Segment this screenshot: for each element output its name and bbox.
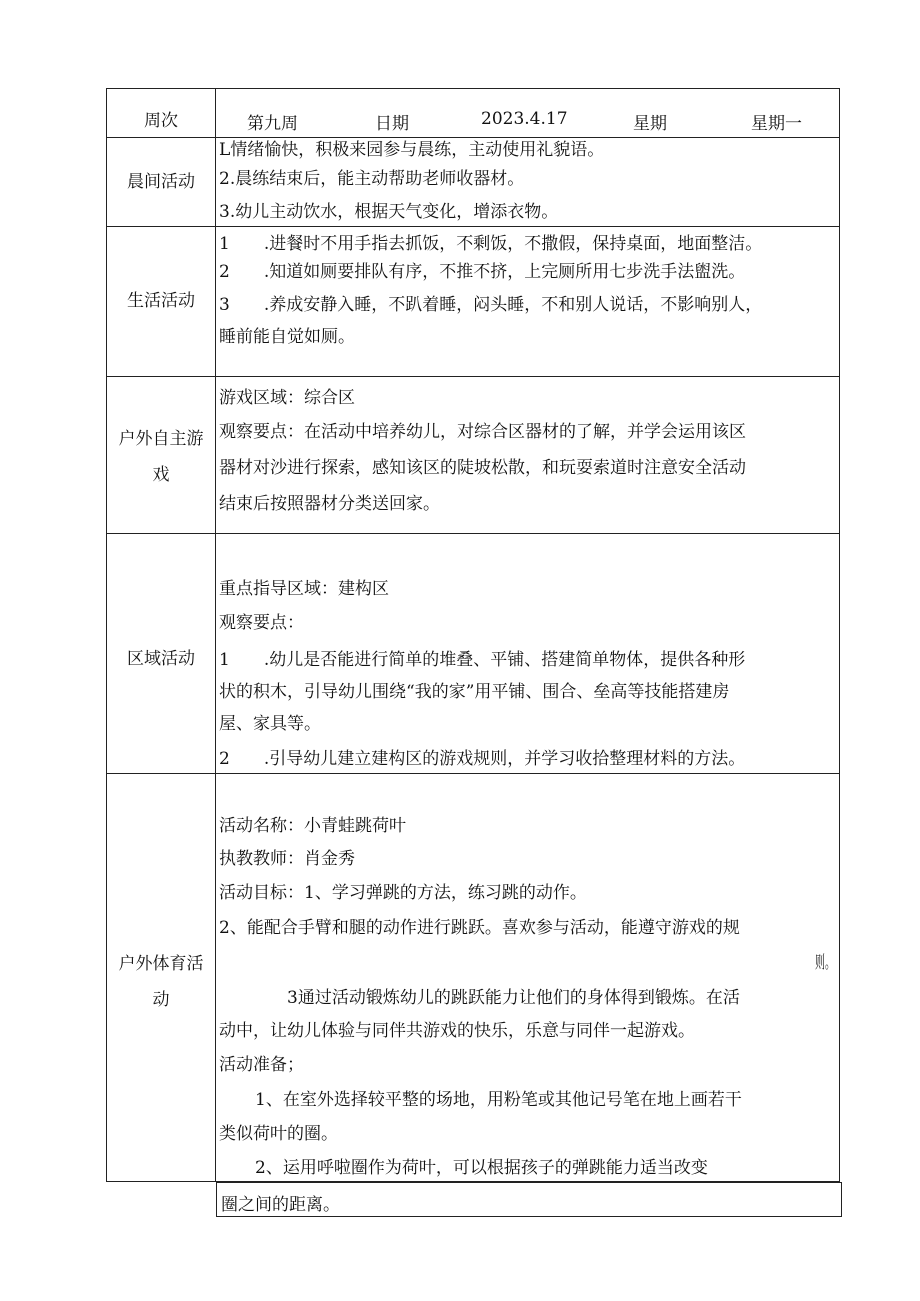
row-divider xyxy=(107,137,839,138)
date-label: 日期 xyxy=(375,114,409,134)
outdoor-free-line: 观察要点：在活动中培养幼儿，对综合区器材的了解，并学会运用该区 xyxy=(219,422,746,442)
row-divider xyxy=(107,533,839,534)
week-label: 周次 xyxy=(144,111,178,131)
outdoor-free-line: 器材对沙进行探索，感知该区的陡坡松散，和玩耍索道时注意安全活动 xyxy=(219,458,746,478)
area-line: 屋、家具等。 xyxy=(219,714,321,734)
area-line: 1 .幼儿是否能进行简单的堆叠、平铺、搭建简单物体，提供各种形 xyxy=(219,650,746,670)
life-line: 1 .进餐时不用手指去抓饭，不剩饭，不撒假，保持桌面，地面整洁。 xyxy=(219,234,763,254)
outdoor-free-line: 游戏区域：综合区 xyxy=(219,388,355,408)
row-divider xyxy=(107,773,839,774)
morning-line: 2.晨练结束后，能主动帮助老师收器材。 xyxy=(219,169,525,189)
date-value: 2023.4.17 xyxy=(481,109,568,129)
overflow-row xyxy=(216,1182,842,1217)
pe-line: 活动准备； xyxy=(219,1055,304,1075)
area-line: 状的积木，引导幼儿围绕“我的家”用平铺、围合、垒高等技能搭建房 xyxy=(219,682,730,702)
morning-line: L情绪愉快，积极来园参与晨练，主动使用礼貌语。 xyxy=(219,140,605,160)
morning-line: 3.幼儿主动饮水，根据天气变化，增添衣物。 xyxy=(219,202,559,222)
life-label: 生活活动 xyxy=(127,291,195,311)
weekday-value: 星期一 xyxy=(751,114,802,134)
area-label: 区域活动 xyxy=(127,649,195,669)
pe-label: 动 xyxy=(152,990,170,1010)
row-divider xyxy=(107,376,839,377)
outdoor-free-line: 结束后按照器材分类送回家。 xyxy=(219,494,440,514)
pe-line: 3通过活动锻炼幼儿的跳跃能力让他们的身体得到锻炼。在活 xyxy=(287,988,740,1008)
pe-label: 户外体育活 xyxy=(118,954,204,974)
pe-line: 活动目标：1、学习弹跳的方法，练习跳的动作。 xyxy=(219,883,587,903)
outdoor-free-label: 户外自主游 xyxy=(118,429,204,449)
life-line: 2 .知道如厕要排队有序，不推不挤，上完厕所用七步洗手法盥洗。 xyxy=(219,262,746,282)
area-line: 重点指导区域：建构区 xyxy=(219,579,389,599)
pe-line: 类似荷叶的圈。 xyxy=(219,1124,338,1144)
pe-line: 则。 xyxy=(815,953,835,973)
life-line: 3 .养成安静入睡，不趴着睡，闷头睡，不和别人说话，不影响别人， xyxy=(219,295,763,315)
pe-line: 2、能配合手臂和腿的动作进行跳跃。喜欢参与活动，能遵守游戏的规 xyxy=(219,918,740,938)
pe-line: 1、在室外选择较平整的场地，用粉笔或其他记号笔在地上画若干 xyxy=(255,1090,742,1110)
area-line: 2 .引导幼儿建立建构区的游戏规则，并学习收拾整理材料的方法。 xyxy=(219,749,746,769)
pe-line: 2、运用呼啦圈作为荷叶，可以根据孩子的弹跳能力适当改变 xyxy=(255,1158,708,1178)
weekday-label: 星期 xyxy=(633,114,667,134)
area-line: 观察要点： xyxy=(219,613,304,633)
overflow-line: 圈之间的距离。 xyxy=(221,1195,340,1215)
outdoor-free-label: 戏 xyxy=(152,465,170,485)
plan-table xyxy=(106,88,840,1182)
column-divider xyxy=(215,89,216,1181)
pe-line: 活动名称：小青蛙跳荷叶 xyxy=(219,816,406,836)
pe-line: 执教教师：肖金秀 xyxy=(219,849,355,869)
life-line: 睡前能自觉如厕。 xyxy=(219,327,355,347)
pe-line: 动中，让幼儿体验与同伴共游戏的快乐，乐意与同伴一起游戏。 xyxy=(219,1021,695,1041)
week-value: 第九周 xyxy=(247,114,298,134)
morning-label: 晨间活动 xyxy=(127,172,195,192)
row-divider xyxy=(107,226,839,227)
